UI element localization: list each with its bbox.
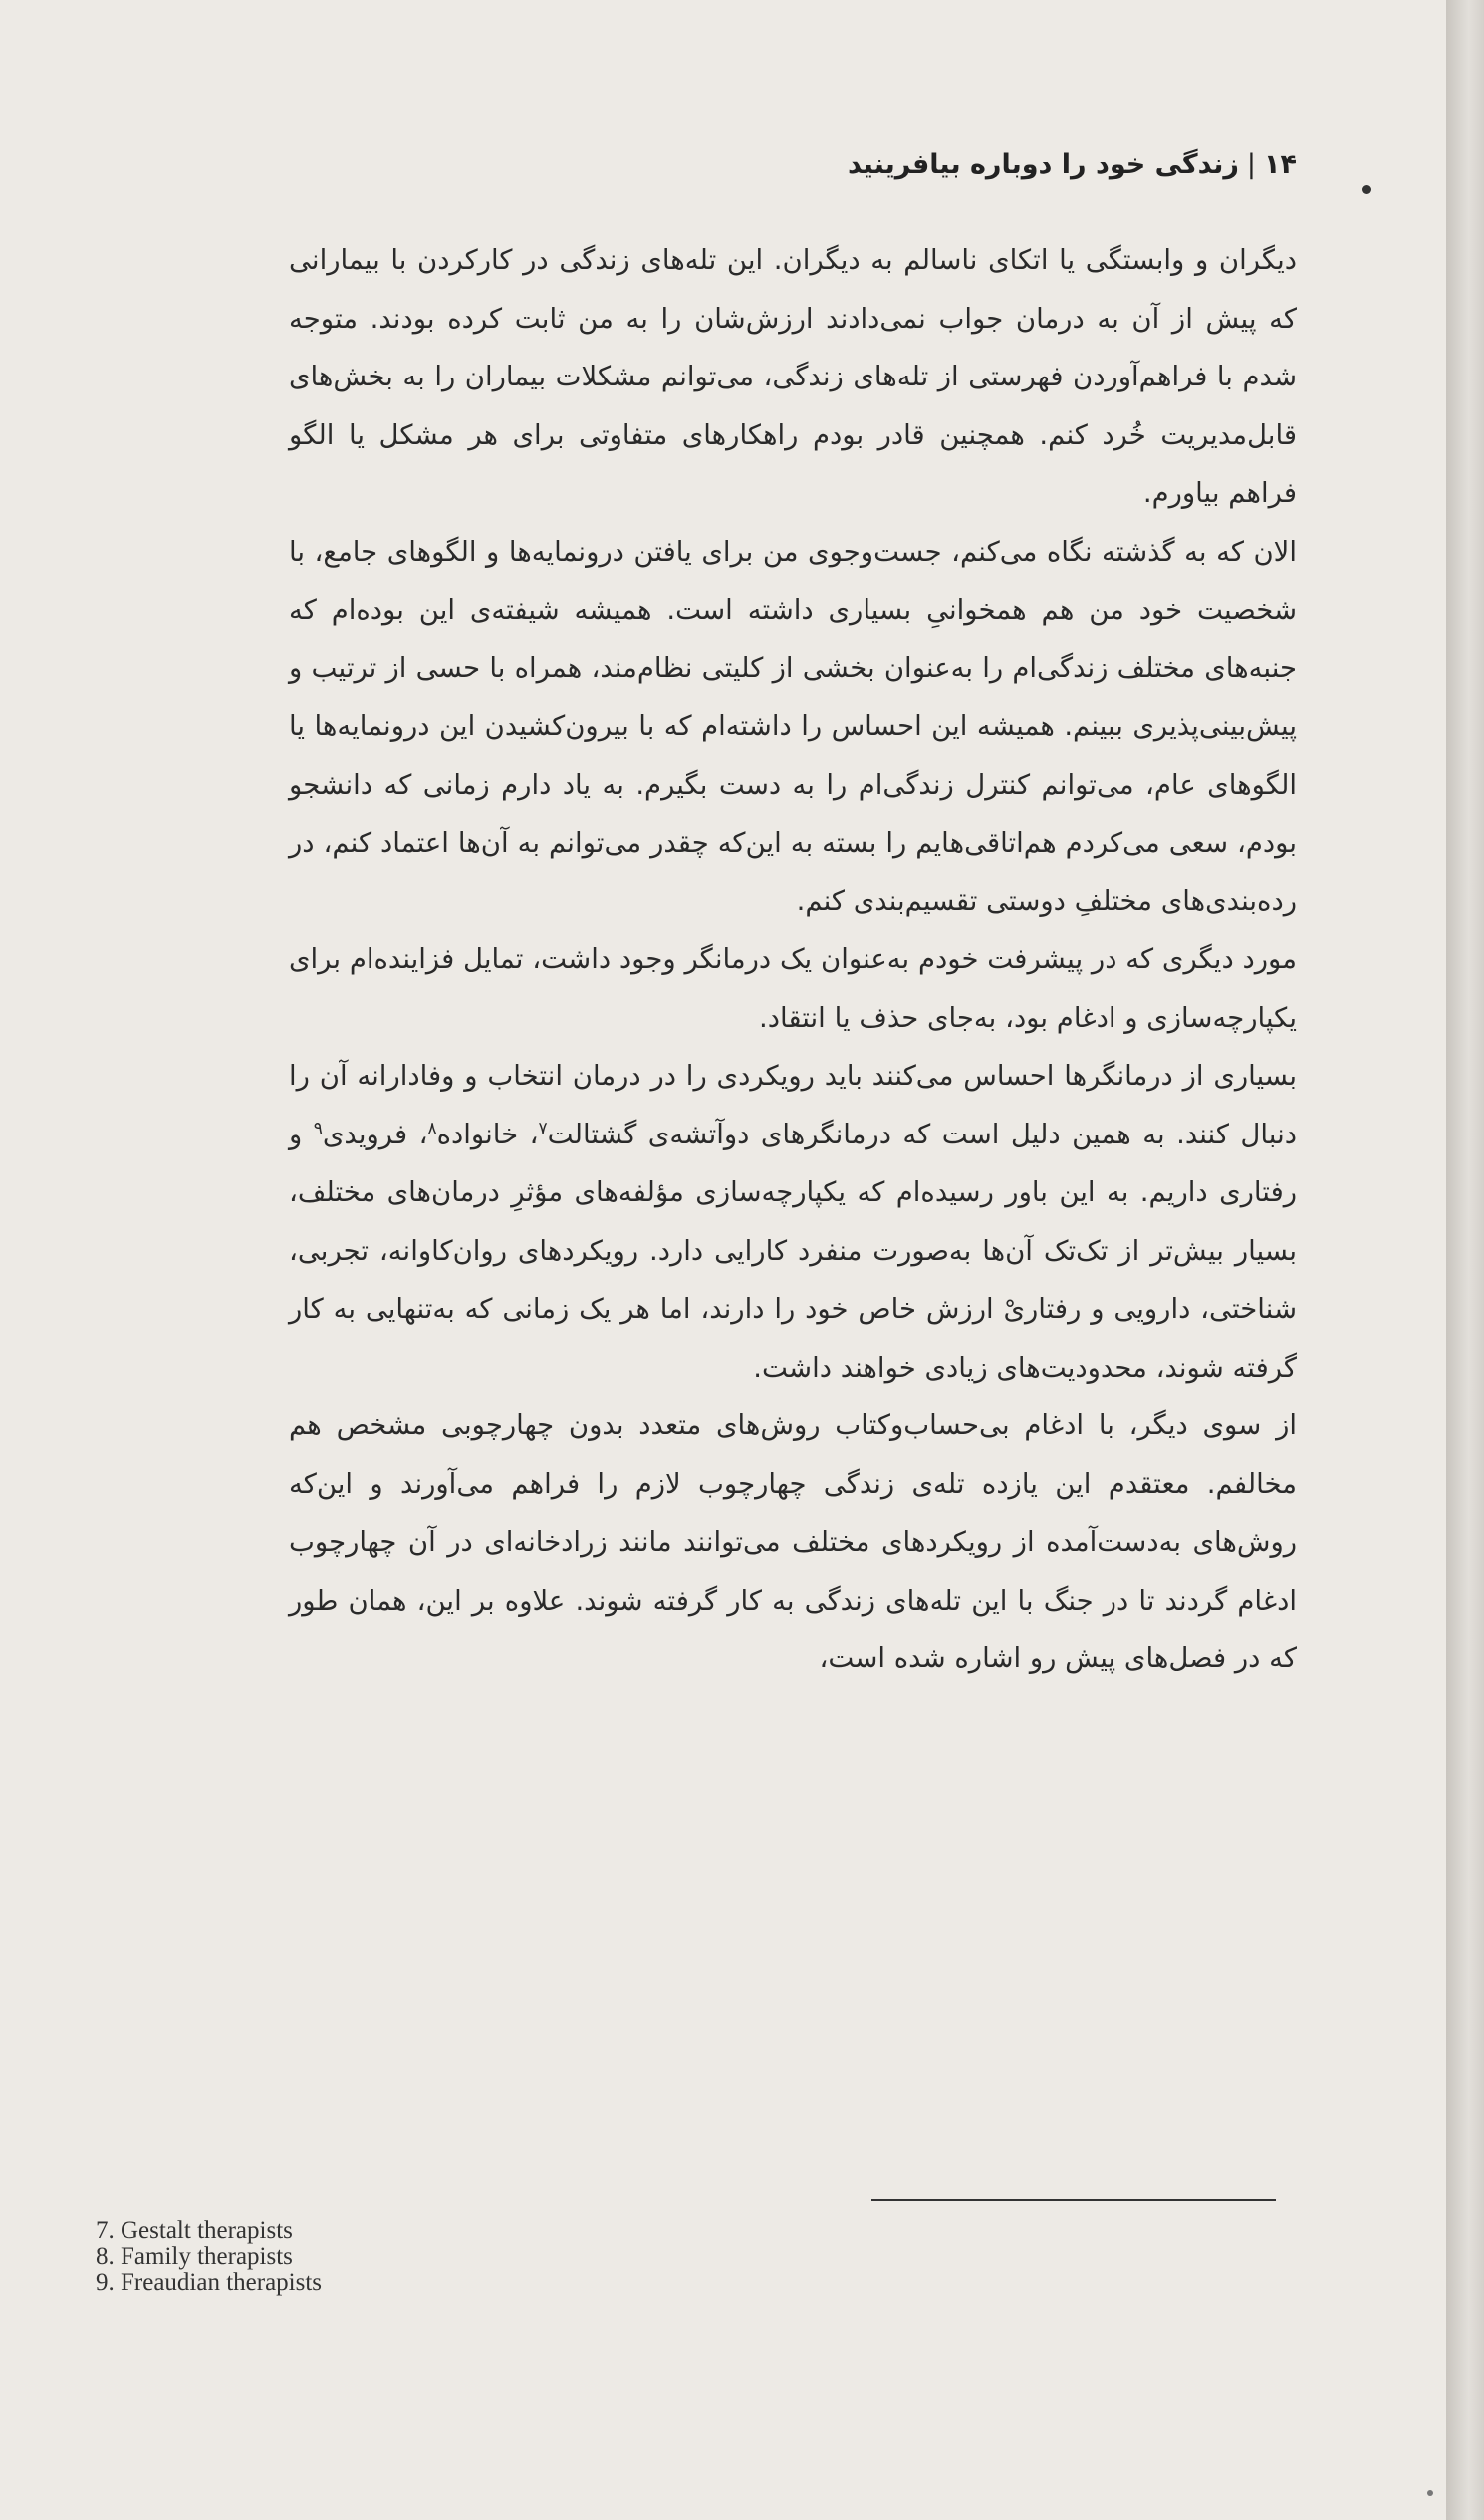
paragraph-4-part-3: ، فرویدی bbox=[322, 1118, 428, 1150]
page-number: ۱۴ bbox=[1264, 149, 1297, 180]
paragraph-4-part-4: و رفتاری داریم. به این باور رسیده‌ام که یکپارچه‌سازی مؤلفه‌های مؤثرِ درمان‌های مختلف، بسیار بیش‌تر از تک‌تک آن‌ها به‌صورت منفرد کارایی دارد. رویکردهای روان‌کاوانه، تجربی، شناختی، دارویی و رفتاریْ ارزش خاص خود را دارند، اما هر یک زمانی که به‌تنهایی به کار گرفته شوند، محدودیت‌های زیادی خواهند داشت. bbox=[289, 1118, 1297, 1384]
page-edge bbox=[1446, 0, 1484, 2520]
page-edge-dot bbox=[1427, 2490, 1433, 2496]
footnotes bbox=[96, 2218, 793, 2296]
running-header bbox=[289, 149, 1297, 180]
footnote-ref-8: ۸ bbox=[427, 1118, 437, 1138]
footnote-8: 8. Family therapists bbox=[96, 2243, 293, 2270]
paragraph-4 bbox=[289, 1047, 1297, 1396]
paragraph-4-part-1: بسیاری از درمانگرها احساس می‌کنند باید رویکردی را در درمان انتخاب و وفادارانه آن را دنبال کنند. به همین دلیل است که درمانگرهای دوآتشه‌ی گشتالت bbox=[289, 1060, 1297, 1150]
footnote-7: 7. Gestalt therapists bbox=[96, 2217, 293, 2244]
paragraph-5: از سوی دیگر، با ادغام بی‌حساب‌وکتاب روش‌های متعدد بدون چهارچوبی مشخص هم مخالفم. معتقدم این یازده تله‌ی زندگی چهارچوب لازم را فراهم می‌آورند و این‌که روش‌های به‌دست‌آمده از رویکردهای مختلف می‌توانند مانند زرادخانه‌ای در آن چهارچوب ادغام گردند تا در جنگ با این تله‌های زندگی به کار گرفته شوند. علاوه بر این، همان طور که در فصل‌های پیش رو اشاره شده است، bbox=[289, 1409, 1297, 1674]
header-dot bbox=[1362, 185, 1371, 194]
footnote-9: 9. Freaudian therapists bbox=[96, 2269, 323, 2296]
running-title: زندگی خود را دوباره بیافرینید bbox=[848, 149, 1239, 180]
paragraph-4-part-2: ، خانواده bbox=[436, 1118, 539, 1150]
footnote-ref-9: ۹ bbox=[313, 1118, 323, 1138]
header-separator: | bbox=[1246, 149, 1257, 180]
paragraph-3: مورد دیگری که در پیشرفت خودم به‌عنوان یک درمانگر وجود داشت، تمایل فزاینده‌ام برای یکپارچه‌سازی و ادغام بود، به‌جای حذف یا انتقاد. bbox=[289, 943, 1297, 1034]
paragraph-1: دیگران و وابستگی یا اتکای ناسالم به دیگران. این تله‌های زندگی در کارکردن با بیمارانی که پیش از آن به درمان جواب نمی‌دادند ارزش‌شان را به من ثابت کرده بودند. متوجه شدم با فراهم‌آوردن فهرستی از تله‌های زندگی، می‌توانم مشکلات بیماران را به بخش‌های قابل‌مدیریت خُرد کنم. همچنین قادر بودم راهکارهای متفاوتی برای هر مشکل یا الگو فراهم بیاورم. bbox=[289, 244, 1297, 509]
paragraph-2: الان که به گذشته نگاه می‌کنم، جست‌وجوی من برای یافتن درونمایه‌ها و الگوهای جامع، با شخصیت خود من هم همخوانیِ بسیاری داشته است. همیشه شیفته‌ی این بوده‌ام که جنبه‌های مختلف زندگی‌ام را به‌عنوان بخشی از کلیتی نظام‌مند، همراه با حسی از ترتیب و پیش‌بینی‌پذیری ببینم. همیشه این احساس را داشته‌ام که با بیرون‌کشیدن این درونمایه‌ها یا الگوهای عام، می‌توانم کنترل زندگی‌ام را به دست بگیرم. به یاد دارم زمانی که دانشجو بودم، سعی می‌کردم هم‌اتاقی‌هایم را بسته به این‌که چقدر می‌توانم به آن‌ها اعتماد کنم، در رده‌بندی‌های مختلفِ دوستی تقسیم‌بندی کنم. bbox=[289, 535, 1297, 917]
footnote-ref-7: ۷ bbox=[538, 1118, 548, 1138]
body-text bbox=[289, 231, 1297, 1688]
footnote-rule bbox=[871, 2199, 1276, 2201]
